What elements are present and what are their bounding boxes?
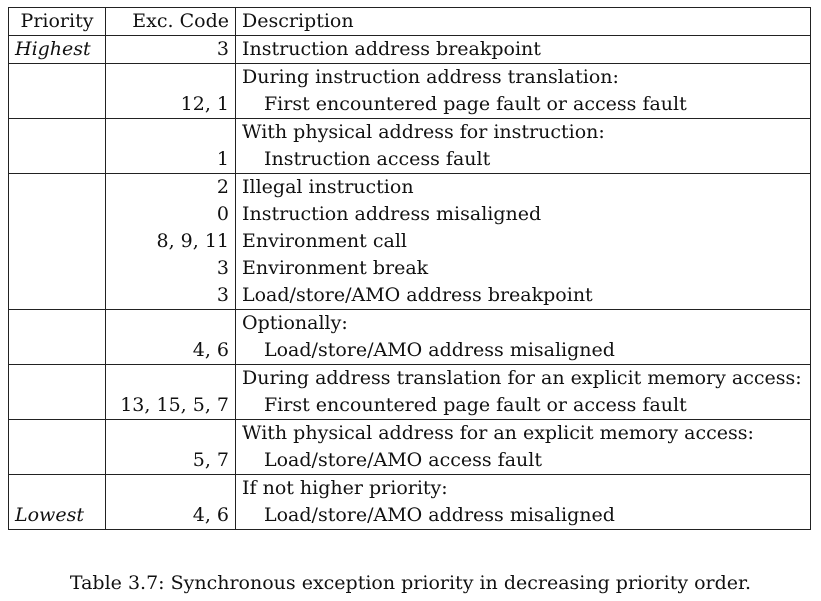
description-cell <box>236 174 811 310</box>
exception-code: 3 <box>216 38 229 60</box>
description-line: With physical address for an explicit memory access: <box>242 422 754 444</box>
description-line: Load/store/AMO address misaligned <box>264 504 615 526</box>
description-line: Optionally: <box>242 312 348 334</box>
exception-code: 5, 7 <box>192 449 229 471</box>
priority-cell <box>9 365 106 420</box>
priority-cell <box>9 64 106 119</box>
description-line: Load/store/AMO address misaligned <box>264 339 615 361</box>
exception-code: 3 <box>216 257 229 279</box>
exception-code: 8, 9, 11 <box>156 230 229 252</box>
table-row <box>9 365 811 420</box>
exception-code: 13, 15, 5, 7 <box>120 394 229 416</box>
description-line: Load/store/AMO address breakpoint <box>242 284 593 306</box>
description-cell <box>236 310 811 365</box>
table-header-row <box>9 8 811 36</box>
exception-priority-table <box>8 7 811 530</box>
description-line: First encountered page fault or access fault <box>264 93 687 115</box>
exception-code: 2 <box>216 176 229 198</box>
table-row <box>9 174 811 310</box>
description-line: Illegal instruction <box>242 176 414 198</box>
description-line: During address translation for an explicit memory access: <box>242 367 802 389</box>
exception-code <box>112 475 229 502</box>
table-row <box>9 64 811 119</box>
description-line: If not higher priority: <box>242 477 448 499</box>
description-line: Instruction address misaligned <box>242 203 542 225</box>
table-body <box>9 36 811 530</box>
description-cell <box>236 36 811 64</box>
description-cell <box>236 475 811 530</box>
description-line: During instruction address translation: <box>242 66 619 88</box>
description-line: With physical address for instruction: <box>242 121 605 143</box>
table-row <box>9 310 811 365</box>
table-row <box>9 475 811 530</box>
description-cell <box>236 119 811 174</box>
table-row <box>9 420 811 475</box>
exception-code: 1 <box>216 148 229 170</box>
priority-cell <box>9 174 106 310</box>
description-line: Environment break <box>242 257 429 279</box>
priority-cell <box>9 420 106 475</box>
exception-code-cell <box>106 64 236 119</box>
exception-code: 0 <box>216 203 229 225</box>
exception-code: 4, 6 <box>192 504 229 526</box>
exception-code-cell <box>106 310 236 365</box>
priority-cell <box>9 119 106 174</box>
description-cell <box>236 64 811 119</box>
description-line: Load/store/AMO access fault <box>264 449 542 471</box>
exception-code <box>112 310 229 337</box>
priority-cell <box>9 310 106 365</box>
exception-code-cell <box>106 420 236 475</box>
exception-code: 3 <box>216 284 229 306</box>
exception-code-cell <box>106 365 236 420</box>
header-description: Description <box>236 8 811 36</box>
exception-code-cell <box>106 475 236 530</box>
header-exception-code: Exc. Code <box>106 8 236 36</box>
exception-code: 12, 1 <box>180 93 229 115</box>
table-caption: Table 3.7: Synchronous exception priority in decreasing priority order. <box>69 572 752 594</box>
table-row <box>9 36 811 64</box>
description-line: Instruction access fault <box>264 148 491 170</box>
priority-cell: Lowest <box>9 475 106 530</box>
description-cell <box>236 420 811 475</box>
priority-cell: Highest <box>9 36 106 64</box>
exception-code-cell <box>106 174 236 310</box>
description-cell <box>236 365 811 420</box>
exception-code-cell <box>106 119 236 174</box>
description-line: First encountered page fault or access fault <box>264 394 687 416</box>
exception-code <box>112 119 229 146</box>
description-line: Environment call <box>242 230 407 252</box>
header-priority: Priority <box>9 8 106 36</box>
exception-code-cell <box>106 36 236 64</box>
description-line: Instruction address breakpoint <box>242 38 541 60</box>
table-row <box>9 119 811 174</box>
exception-code: 4, 6 <box>192 339 229 361</box>
exception-code <box>112 365 229 392</box>
exception-code <box>112 64 229 91</box>
exception-code <box>112 420 229 447</box>
